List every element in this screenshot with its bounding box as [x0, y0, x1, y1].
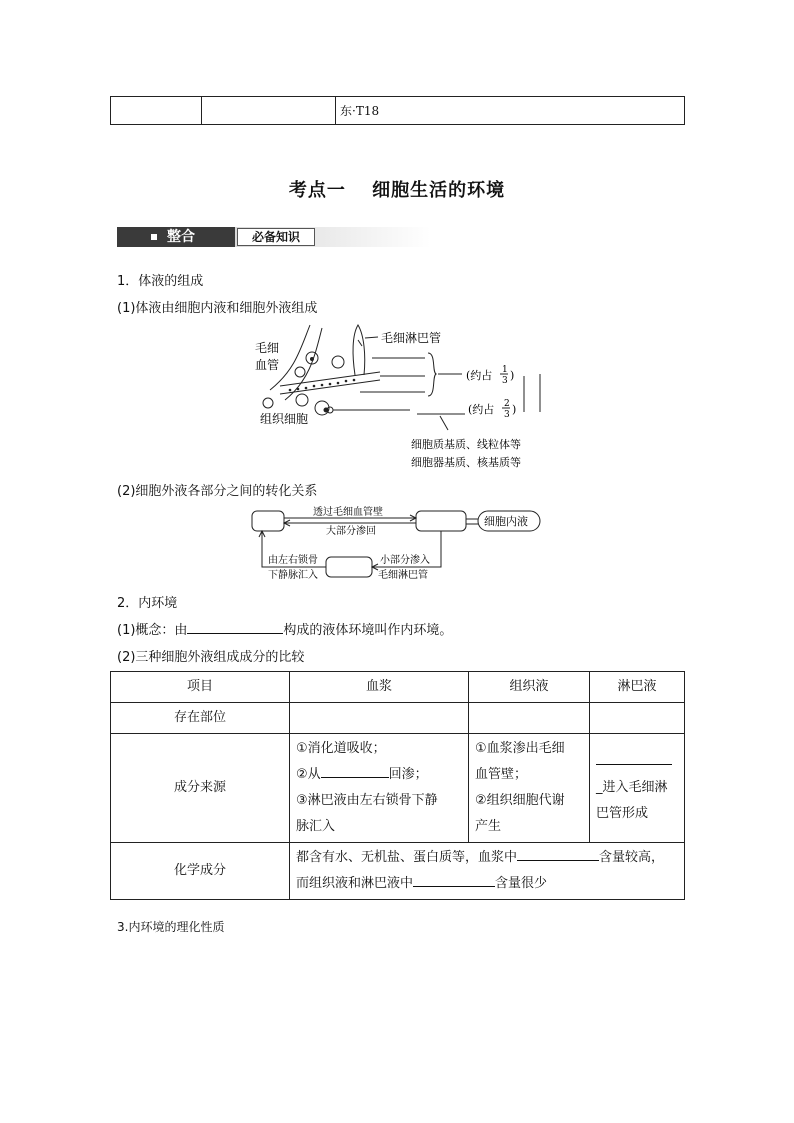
plasma-source-2a: ②从: [296, 767, 321, 782]
row-location-label: 存在部位: [111, 703, 290, 734]
flow-label-5: 小部分渗入: [380, 555, 430, 566]
concept-blank[interactable]: [187, 621, 283, 634]
note-1: 细胞质基质、线粒体等: [411, 438, 521, 451]
fraction-1-den: 3: [502, 376, 508, 386]
table-row: [111, 843, 685, 900]
lymph-source-2: 巴管形成: [596, 806, 649, 821]
plasma-source-4: 脉汇入: [296, 819, 336, 834]
chemistry-2b: 含量很少: [495, 876, 548, 891]
fraction-1-prefix: (约占: [466, 369, 493, 382]
comparison-table: [110, 671, 685, 900]
chemistry-blank-1[interactable]: [517, 848, 599, 861]
chemistry-2a: 而组织液和淋巴液中: [296, 876, 414, 891]
table-row: [111, 734, 685, 843]
heading-internal-environment: 2．内环境: [117, 596, 178, 611]
sub-heading-comparison: (2)三种细胞外液组成成分的比较: [117, 650, 305, 665]
banner-tag: 必备知识: [237, 228, 315, 246]
label-capillary-2: 血管: [255, 358, 280, 372]
tissue-source-1: ①血浆渗出毛细: [475, 741, 565, 756]
sub-heading-conversion: (2)细胞外液各部分之间的转化关系: [117, 484, 318, 499]
intracellular-label: 细胞内液: [484, 515, 528, 528]
header-tissue-fluid: 组织液: [469, 672, 590, 703]
row-source-label: 成分来源: [111, 734, 290, 843]
row-chemistry-content: [290, 843, 685, 900]
flow-label-3: 由左右锁骨: [268, 555, 318, 566]
fraction-2-num: 2: [504, 399, 510, 409]
fraction-1-close: ): [510, 369, 515, 382]
label-lymph: 毛细淋巴管: [381, 331, 442, 345]
lymph-box: [326, 557, 372, 577]
banner-label: 整合: [167, 229, 195, 245]
brace-extracellular: [428, 353, 436, 396]
lymph-source-blank[interactable]: [596, 752, 672, 765]
heading-physicochemical: 3.内环境的理化性质: [117, 920, 225, 934]
plasma-source-3: ③淋巴液由左右锁骨下静: [296, 793, 438, 808]
leader-note: [440, 416, 448, 430]
table-header-row: [111, 672, 685, 703]
concept-suffix: 构成的液体环境叫作内环境。: [283, 623, 453, 638]
section-title: 考点一 细胞生活的环境: [288, 180, 506, 201]
concept-prefix: (1)概念：由: [117, 623, 188, 638]
plasma-box: [252, 511, 284, 531]
fraction-2-den: 3: [504, 410, 510, 420]
tissue-fluid-box: [416, 511, 466, 531]
section-banner: [117, 227, 435, 250]
header-item: 项目: [111, 672, 290, 703]
row-location-plasma[interactable]: [290, 703, 469, 734]
plasma-source-2: [296, 762, 462, 788]
conversion-flow-diagram: [248, 505, 548, 583]
row-location-tissue[interactable]: [469, 703, 590, 734]
lymph-source-1: _进入毛细淋: [596, 780, 668, 795]
flow-label-6: 毛细淋巴管: [378, 570, 428, 581]
body-fluid-diagram: [240, 320, 560, 470]
table-row: [111, 703, 685, 734]
chemistry-blank-2[interactable]: [413, 874, 495, 887]
tissue-source-2: 血管壁；: [475, 767, 528, 782]
top-table-cell-2: [202, 97, 336, 125]
fraction-2-close: ): [512, 403, 517, 416]
top-table-cell-3: 东·T18: [336, 97, 685, 125]
tissue-source-4: 产生: [475, 819, 502, 834]
row-source-lymph: [590, 734, 685, 843]
chemistry-line-2: [296, 871, 678, 897]
leader-lymph: [365, 337, 378, 338]
square-bullet-icon: [151, 234, 157, 240]
label-tissue-cell: 组织细胞: [260, 412, 309, 426]
note-2: 细胞器基质、核基质等: [411, 456, 521, 469]
top-table-cell-1: [111, 97, 202, 125]
concept-line: [117, 619, 452, 638]
flow-label-1: 透过毛细血管壁: [313, 507, 383, 518]
plasma-source-2b: 回渗；: [388, 767, 428, 782]
row-location-lymph[interactable]: [590, 703, 685, 734]
row-source-tissue: [469, 734, 590, 843]
flow-label-4: 下静脉汇入: [268, 570, 318, 581]
chemistry-1a: 都含有水、无机盐、蛋白质等，血浆中: [296, 850, 518, 865]
chemistry-1b: 含量较高，: [599, 850, 665, 865]
sub-heading-composition: (1)体液由细胞内液和细胞外液组成: [117, 301, 318, 316]
tissue-source-3: ②组织细胞代谢: [475, 793, 565, 808]
plasma-source-blank[interactable]: [321, 765, 389, 778]
header-plasma: 血浆: [290, 672, 469, 703]
flow-label-2: 大部分渗回: [326, 526, 376, 537]
header-lymph: 淋巴液: [590, 672, 685, 703]
row-chemistry-label: 化学成分: [111, 843, 290, 900]
label-capillary-1: 毛细: [255, 341, 280, 355]
fraction-2-prefix: (约占: [468, 403, 495, 416]
row-source-plasma: [290, 734, 469, 843]
lymph-capillary: [353, 325, 365, 375]
lymph-source-blank-line: [596, 749, 678, 775]
plasma-source-1: ①消化道吸收；: [296, 741, 386, 756]
top-table: [110, 96, 685, 125]
banner-dark: [117, 227, 235, 247]
lymph-valve: [358, 340, 362, 346]
chemistry-line-1: [296, 845, 678, 871]
heading-body-fluid: 1．体液的组成: [117, 274, 204, 289]
fraction-1-num: 1: [502, 365, 508, 375]
